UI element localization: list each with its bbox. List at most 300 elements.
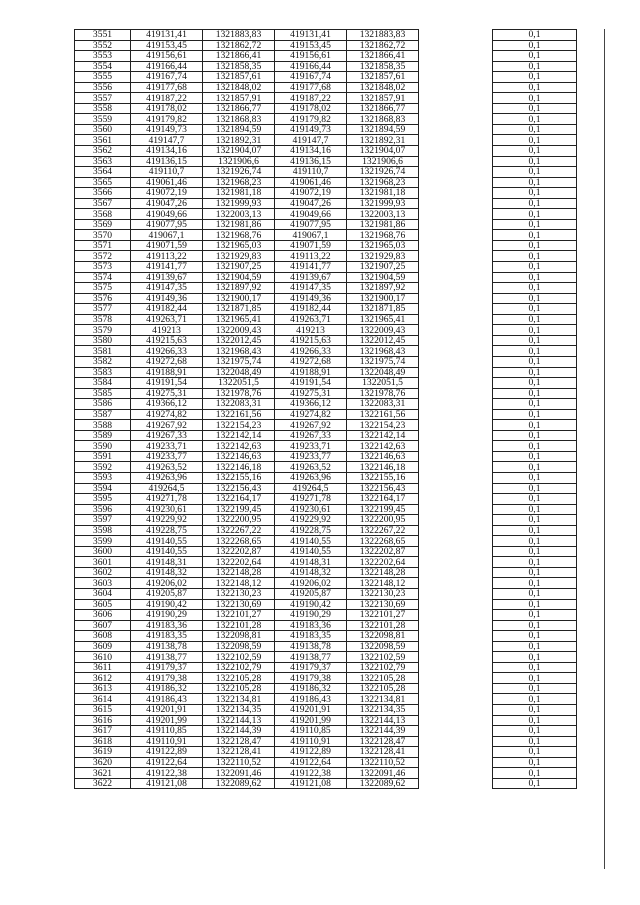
table-row bbox=[75, 588, 577, 599]
point-number-cell: 3602 bbox=[75, 567, 131, 578]
x-coordinate-2-cell: 419134,16 bbox=[275, 146, 347, 157]
y-coordinate-2-cell: 1321981,18 bbox=[347, 188, 419, 199]
x-coordinate-2-cell: 419229,92 bbox=[275, 515, 347, 526]
table-row bbox=[75, 40, 577, 51]
y-coordinate-2-cell: 1321857,91 bbox=[347, 93, 419, 104]
error-cell: 0,1 bbox=[493, 683, 577, 694]
y-coordinate-cell: 1322148,28 bbox=[203, 567, 275, 578]
y-coordinate-cell: 1321981,18 bbox=[203, 188, 275, 199]
x-coordinate-cell: 419049,66 bbox=[131, 209, 203, 220]
spacer-cell bbox=[419, 588, 493, 599]
y-coordinate-cell: 1321897,92 bbox=[203, 283, 275, 294]
error-cell: 0,1 bbox=[493, 599, 577, 610]
x-coordinate-cell: 419201,91 bbox=[131, 705, 203, 716]
y-coordinate-2-cell: 1322148,12 bbox=[347, 578, 419, 589]
spacer-cell bbox=[419, 768, 493, 779]
y-coordinate-2-cell: 1321866,77 bbox=[347, 103, 419, 114]
table-row bbox=[75, 283, 577, 294]
x-coordinate-2-cell: 419233,77 bbox=[275, 451, 347, 462]
point-number-cell: 3607 bbox=[75, 620, 131, 631]
error-cell: 0,1 bbox=[493, 156, 577, 167]
table-row bbox=[75, 567, 577, 578]
y-coordinate-cell: 1322110,52 bbox=[203, 757, 275, 768]
point-number-cell: 3612 bbox=[75, 673, 131, 684]
point-number-cell: 3551 bbox=[75, 30, 131, 41]
x-coordinate-cell: 419177,68 bbox=[131, 82, 203, 93]
x-coordinate-2-cell: 419267,33 bbox=[275, 430, 347, 441]
x-coordinate-2-cell: 419121,08 bbox=[275, 778, 347, 789]
coordinates-table bbox=[74, 29, 577, 789]
y-coordinate-2-cell: 1321907,25 bbox=[347, 262, 419, 273]
point-number-cell: 3553 bbox=[75, 51, 131, 62]
table-row bbox=[75, 557, 577, 568]
x-coordinate-2-cell: 419275,31 bbox=[275, 388, 347, 399]
x-coordinate-cell: 419077,95 bbox=[131, 219, 203, 230]
point-number-cell: 3581 bbox=[75, 346, 131, 357]
table-row bbox=[75, 430, 577, 441]
point-number-cell: 3574 bbox=[75, 272, 131, 283]
y-coordinate-cell: 1322267,22 bbox=[203, 525, 275, 536]
x-coordinate-cell: 419121,08 bbox=[131, 778, 203, 789]
point-number-cell: 3587 bbox=[75, 409, 131, 420]
table-row bbox=[75, 472, 577, 483]
x-coordinate-cell: 419213 bbox=[131, 325, 203, 336]
x-coordinate-2-cell: 419110,7 bbox=[275, 167, 347, 178]
y-coordinate-cell: 1322051,5 bbox=[203, 378, 275, 389]
x-coordinate-2-cell: 419183,35 bbox=[275, 631, 347, 642]
y-coordinate-cell: 1321894,59 bbox=[203, 124, 275, 135]
x-coordinate-2-cell: 419206,02 bbox=[275, 578, 347, 589]
x-coordinate-cell: 419179,37 bbox=[131, 662, 203, 673]
y-coordinate-2-cell: 1322128,41 bbox=[347, 747, 419, 758]
y-coordinate-2-cell: 1321968,43 bbox=[347, 346, 419, 357]
y-coordinate-2-cell: 1321929,83 bbox=[347, 251, 419, 262]
spacer-cell bbox=[419, 610, 493, 621]
y-coordinate-2-cell: 1321981,86 bbox=[347, 219, 419, 230]
y-coordinate-2-cell: 1321904,07 bbox=[347, 146, 419, 157]
x-coordinate-2-cell: 419140,55 bbox=[275, 546, 347, 557]
point-number-cell: 3598 bbox=[75, 525, 131, 536]
table-row bbox=[75, 314, 577, 325]
x-coordinate-2-cell: 419153,45 bbox=[275, 40, 347, 51]
point-number-cell: 3608 bbox=[75, 631, 131, 642]
y-coordinate-cell: 1321926,74 bbox=[203, 167, 275, 178]
x-coordinate-2-cell: 419263,52 bbox=[275, 462, 347, 473]
point-number-cell: 3592 bbox=[75, 462, 131, 473]
x-coordinate-cell: 419122,38 bbox=[131, 768, 203, 779]
x-coordinate-cell: 419215,63 bbox=[131, 335, 203, 346]
point-number-cell: 3568 bbox=[75, 209, 131, 220]
y-coordinate-2-cell: 1322098,81 bbox=[347, 631, 419, 642]
x-coordinate-2-cell: 419201,99 bbox=[275, 715, 347, 726]
point-number-cell: 3618 bbox=[75, 736, 131, 747]
error-cell: 0,1 bbox=[493, 641, 577, 652]
table-row bbox=[75, 409, 577, 420]
y-coordinate-cell: 1321968,76 bbox=[203, 230, 275, 241]
x-coordinate-2-cell: 419138,78 bbox=[275, 641, 347, 652]
y-coordinate-cell: 1321965,03 bbox=[203, 240, 275, 251]
error-cell: 0,1 bbox=[493, 631, 577, 642]
y-coordinate-cell: 1321857,91 bbox=[203, 93, 275, 104]
table-row bbox=[75, 483, 577, 494]
error-cell: 0,1 bbox=[493, 705, 577, 716]
x-coordinate-cell: 419122,89 bbox=[131, 747, 203, 758]
x-coordinate-cell: 419233,71 bbox=[131, 441, 203, 452]
error-cell: 0,1 bbox=[493, 314, 577, 325]
x-coordinate-2-cell: 419271,78 bbox=[275, 494, 347, 505]
x-coordinate-2-cell: 419122,89 bbox=[275, 747, 347, 758]
error-cell: 0,1 bbox=[493, 747, 577, 758]
y-coordinate-2-cell: 1321862,72 bbox=[347, 40, 419, 51]
y-coordinate-cell: 1322142,63 bbox=[203, 441, 275, 452]
table-row bbox=[75, 610, 577, 621]
x-coordinate-cell: 419233,77 bbox=[131, 451, 203, 462]
y-coordinate-cell: 1322202,64 bbox=[203, 557, 275, 568]
x-coordinate-cell: 419201,99 bbox=[131, 715, 203, 726]
table-row bbox=[75, 504, 577, 515]
error-cell: 0,1 bbox=[493, 504, 577, 515]
x-coordinate-cell: 419153,45 bbox=[131, 40, 203, 51]
y-coordinate-cell: 1321965,41 bbox=[203, 314, 275, 325]
x-coordinate-2-cell: 419049,66 bbox=[275, 209, 347, 220]
x-coordinate-2-cell: 419131,41 bbox=[275, 30, 347, 41]
error-cell: 0,1 bbox=[493, 694, 577, 705]
y-coordinate-cell: 1322199,45 bbox=[203, 504, 275, 515]
y-coordinate-cell: 1322128,47 bbox=[203, 736, 275, 747]
y-coordinate-2-cell: 1321900,17 bbox=[347, 293, 419, 304]
table-row bbox=[75, 620, 577, 631]
error-cell: 0,1 bbox=[493, 346, 577, 357]
y-coordinate-2-cell: 1321857,61 bbox=[347, 72, 419, 83]
x-coordinate-cell: 419178,02 bbox=[131, 103, 203, 114]
table-row bbox=[75, 262, 577, 273]
x-coordinate-2-cell: 419366,12 bbox=[275, 399, 347, 410]
x-coordinate-2-cell: 419072,19 bbox=[275, 188, 347, 199]
x-coordinate-cell: 419149,73 bbox=[131, 124, 203, 135]
x-coordinate-2-cell: 419178,02 bbox=[275, 103, 347, 114]
point-number-cell: 3579 bbox=[75, 325, 131, 336]
point-number-cell: 3616 bbox=[75, 715, 131, 726]
x-coordinate-2-cell: 419267,92 bbox=[275, 420, 347, 431]
point-number-cell: 3562 bbox=[75, 146, 131, 157]
spacer-cell bbox=[419, 325, 493, 336]
y-coordinate-cell: 1322098,59 bbox=[203, 641, 275, 652]
x-coordinate-cell: 419190,29 bbox=[131, 610, 203, 621]
point-number-cell: 3586 bbox=[75, 399, 131, 410]
spacer-cell bbox=[419, 167, 493, 178]
spacer-cell bbox=[419, 114, 493, 125]
x-coordinate-cell: 419267,92 bbox=[131, 420, 203, 431]
error-cell: 0,1 bbox=[493, 93, 577, 104]
point-number-cell: 3595 bbox=[75, 494, 131, 505]
x-coordinate-cell: 419263,71 bbox=[131, 314, 203, 325]
point-number-cell: 3577 bbox=[75, 304, 131, 315]
y-coordinate-cell: 1322105,28 bbox=[203, 673, 275, 684]
point-number-cell: 3620 bbox=[75, 757, 131, 768]
table-row bbox=[75, 662, 577, 673]
x-coordinate-cell: 419139,67 bbox=[131, 272, 203, 283]
spacer-cell bbox=[419, 620, 493, 631]
x-coordinate-cell: 419179,38 bbox=[131, 673, 203, 684]
spacer-cell bbox=[419, 504, 493, 515]
spacer-cell bbox=[419, 51, 493, 62]
y-coordinate-cell: 1321907,25 bbox=[203, 262, 275, 273]
y-coordinate-2-cell: 1322130,69 bbox=[347, 599, 419, 610]
error-cell: 0,1 bbox=[493, 378, 577, 389]
spacer-cell bbox=[419, 567, 493, 578]
error-cell: 0,1 bbox=[493, 525, 577, 536]
table-row bbox=[75, 167, 577, 178]
x-coordinate-cell: 419067,1 bbox=[131, 230, 203, 241]
spacer-cell bbox=[419, 409, 493, 420]
error-cell: 0,1 bbox=[493, 72, 577, 83]
x-coordinate-cell: 419147,35 bbox=[131, 283, 203, 294]
point-number-cell: 3556 bbox=[75, 82, 131, 93]
x-coordinate-cell: 419263,96 bbox=[131, 472, 203, 483]
error-cell: 0,1 bbox=[493, 430, 577, 441]
y-coordinate-cell: 1322144,13 bbox=[203, 715, 275, 726]
y-coordinate-cell: 1322164,17 bbox=[203, 494, 275, 505]
table-row bbox=[75, 747, 577, 758]
point-number-cell: 3566 bbox=[75, 188, 131, 199]
spacer-cell bbox=[419, 747, 493, 758]
spacer-cell bbox=[419, 705, 493, 716]
x-coordinate-cell: 419138,78 bbox=[131, 641, 203, 652]
x-coordinate-2-cell: 419205,87 bbox=[275, 588, 347, 599]
error-cell: 0,1 bbox=[493, 620, 577, 631]
y-coordinate-cell: 1321904,07 bbox=[203, 146, 275, 157]
y-coordinate-cell: 1321883,83 bbox=[203, 30, 275, 41]
y-coordinate-2-cell: 1322102,59 bbox=[347, 652, 419, 663]
spacer-cell bbox=[419, 262, 493, 273]
y-coordinate-2-cell: 1322012,45 bbox=[347, 335, 419, 346]
y-coordinate-2-cell: 1322101,28 bbox=[347, 620, 419, 631]
x-coordinate-2-cell: 419274,82 bbox=[275, 409, 347, 420]
table-row bbox=[75, 494, 577, 505]
spacer-cell bbox=[419, 462, 493, 473]
right-border-line bbox=[604, 29, 605, 869]
table-row bbox=[75, 135, 577, 146]
spacer-cell bbox=[419, 641, 493, 652]
y-coordinate-cell: 1321848,02 bbox=[203, 82, 275, 93]
error-cell: 0,1 bbox=[493, 441, 577, 452]
error-cell: 0,1 bbox=[493, 757, 577, 768]
x-coordinate-cell: 419228,75 bbox=[131, 525, 203, 536]
spacer-cell bbox=[419, 694, 493, 705]
x-coordinate-cell: 419267,33 bbox=[131, 430, 203, 441]
table-row bbox=[75, 124, 577, 135]
point-number-cell: 3599 bbox=[75, 536, 131, 547]
table-row bbox=[75, 93, 577, 104]
y-coordinate-2-cell: 1321868,83 bbox=[347, 114, 419, 125]
point-number-cell: 3571 bbox=[75, 240, 131, 251]
error-cell: 0,1 bbox=[493, 588, 577, 599]
y-coordinate-2-cell: 1321858,35 bbox=[347, 61, 419, 72]
spacer-cell bbox=[419, 388, 493, 399]
y-coordinate-cell: 1322142,14 bbox=[203, 430, 275, 441]
y-coordinate-cell: 1321968,43 bbox=[203, 346, 275, 357]
y-coordinate-cell: 1322134,35 bbox=[203, 705, 275, 716]
x-coordinate-2-cell: 419213 bbox=[275, 325, 347, 336]
point-number-cell: 3615 bbox=[75, 705, 131, 716]
spacer-cell bbox=[419, 483, 493, 494]
y-coordinate-2-cell: 1322101,27 bbox=[347, 610, 419, 621]
table-row bbox=[75, 304, 577, 315]
y-coordinate-2-cell: 1322202,64 bbox=[347, 557, 419, 568]
y-coordinate-cell: 1322268,65 bbox=[203, 536, 275, 547]
x-coordinate-2-cell: 419141,77 bbox=[275, 262, 347, 273]
error-cell: 0,1 bbox=[493, 251, 577, 262]
x-coordinate-2-cell: 419166,44 bbox=[275, 61, 347, 72]
y-coordinate-2-cell: 1321968,23 bbox=[347, 177, 419, 188]
point-number-cell: 3576 bbox=[75, 293, 131, 304]
y-coordinate-2-cell: 1322130,23 bbox=[347, 588, 419, 599]
table-row bbox=[75, 156, 577, 167]
table-row bbox=[75, 399, 577, 410]
y-coordinate-cell: 1322009,43 bbox=[203, 325, 275, 336]
y-coordinate-2-cell: 1322134,81 bbox=[347, 694, 419, 705]
x-coordinate-2-cell: 419147,7 bbox=[275, 135, 347, 146]
table-row bbox=[75, 631, 577, 642]
y-coordinate-2-cell: 1322051,5 bbox=[347, 378, 419, 389]
spacer-cell bbox=[419, 356, 493, 367]
y-coordinate-2-cell: 1322102,79 bbox=[347, 662, 419, 673]
spacer-cell bbox=[419, 346, 493, 357]
x-coordinate-2-cell: 419122,64 bbox=[275, 757, 347, 768]
x-coordinate-cell: 419182,44 bbox=[131, 304, 203, 315]
spacer-cell bbox=[419, 662, 493, 673]
spacer-cell bbox=[419, 251, 493, 262]
y-coordinate-cell: 1322146,63 bbox=[203, 451, 275, 462]
y-coordinate-2-cell: 1322202,87 bbox=[347, 546, 419, 557]
point-number-cell: 3611 bbox=[75, 662, 131, 673]
spacer-cell bbox=[419, 230, 493, 241]
x-coordinate-2-cell: 419139,67 bbox=[275, 272, 347, 283]
table-row bbox=[75, 641, 577, 652]
point-number-cell: 3609 bbox=[75, 641, 131, 652]
x-coordinate-2-cell: 419067,1 bbox=[275, 230, 347, 241]
table-row bbox=[75, 694, 577, 705]
y-coordinate-cell: 1322154,23 bbox=[203, 420, 275, 431]
spacer-cell bbox=[419, 578, 493, 589]
point-number-cell: 3622 bbox=[75, 778, 131, 789]
point-number-cell: 3570 bbox=[75, 230, 131, 241]
x-coordinate-2-cell: 419136,15 bbox=[275, 156, 347, 167]
spacer-cell bbox=[419, 103, 493, 114]
y-coordinate-cell: 1321858,35 bbox=[203, 61, 275, 72]
error-cell: 0,1 bbox=[493, 557, 577, 568]
y-coordinate-2-cell: 1322200,95 bbox=[347, 515, 419, 526]
spacer-cell bbox=[419, 726, 493, 737]
table-row bbox=[75, 114, 577, 125]
spacer-cell bbox=[419, 557, 493, 568]
x-coordinate-2-cell: 419110,91 bbox=[275, 736, 347, 747]
x-coordinate-cell: 419110,85 bbox=[131, 726, 203, 737]
coordinates-table-body bbox=[75, 30, 577, 789]
x-coordinate-2-cell: 419179,37 bbox=[275, 662, 347, 673]
x-coordinate-2-cell: 419138,77 bbox=[275, 652, 347, 663]
error-cell: 0,1 bbox=[493, 198, 577, 209]
x-coordinate-2-cell: 419230,61 bbox=[275, 504, 347, 515]
y-coordinate-2-cell: 1321975,74 bbox=[347, 356, 419, 367]
table-row bbox=[75, 515, 577, 526]
y-coordinate-2-cell: 1322148,28 bbox=[347, 567, 419, 578]
table-row bbox=[75, 757, 577, 768]
x-coordinate-cell: 419149,36 bbox=[131, 293, 203, 304]
y-coordinate-cell: 1321929,83 bbox=[203, 251, 275, 262]
y-coordinate-cell: 1322128,41 bbox=[203, 747, 275, 758]
x-coordinate-2-cell: 419113,22 bbox=[275, 251, 347, 262]
y-coordinate-cell: 1322134,81 bbox=[203, 694, 275, 705]
x-coordinate-cell: 419138,77 bbox=[131, 652, 203, 663]
y-coordinate-2-cell: 1322164,17 bbox=[347, 494, 419, 505]
x-coordinate-2-cell: 419188,91 bbox=[275, 367, 347, 378]
error-cell: 0,1 bbox=[493, 652, 577, 663]
x-coordinate-cell: 419275,31 bbox=[131, 388, 203, 399]
y-coordinate-2-cell: 1321965,41 bbox=[347, 314, 419, 325]
error-cell: 0,1 bbox=[493, 325, 577, 336]
point-number-cell: 3591 bbox=[75, 451, 131, 462]
error-cell: 0,1 bbox=[493, 135, 577, 146]
point-number-cell: 3559 bbox=[75, 114, 131, 125]
x-coordinate-2-cell: 419147,35 bbox=[275, 283, 347, 294]
error-cell: 0,1 bbox=[493, 673, 577, 684]
point-number-cell: 3580 bbox=[75, 335, 131, 346]
spacer-cell bbox=[419, 652, 493, 663]
x-coordinate-cell: 419148,31 bbox=[131, 557, 203, 568]
table-row bbox=[75, 103, 577, 114]
error-cell: 0,1 bbox=[493, 726, 577, 737]
error-cell: 0,1 bbox=[493, 536, 577, 547]
table-row bbox=[75, 599, 577, 610]
error-cell: 0,1 bbox=[493, 61, 577, 72]
error-cell: 0,1 bbox=[493, 82, 577, 93]
x-coordinate-cell: 419264,5 bbox=[131, 483, 203, 494]
x-coordinate-cell: 419190,42 bbox=[131, 599, 203, 610]
error-cell: 0,1 bbox=[493, 483, 577, 494]
y-coordinate-cell: 1321981,86 bbox=[203, 219, 275, 230]
point-number-cell: 3606 bbox=[75, 610, 131, 621]
point-number-cell: 3575 bbox=[75, 283, 131, 294]
spacer-cell bbox=[419, 146, 493, 157]
y-coordinate-cell: 1322089,62 bbox=[203, 778, 275, 789]
y-coordinate-cell: 1321906,6 bbox=[203, 156, 275, 167]
error-cell: 0,1 bbox=[493, 515, 577, 526]
x-coordinate-2-cell: 419182,44 bbox=[275, 304, 347, 315]
x-coordinate-cell: 419131,41 bbox=[131, 30, 203, 41]
y-coordinate-2-cell: 1322267,22 bbox=[347, 525, 419, 536]
error-cell: 0,1 bbox=[493, 546, 577, 557]
point-number-cell: 3588 bbox=[75, 420, 131, 431]
y-coordinate-2-cell: 1321883,83 bbox=[347, 30, 419, 41]
error-cell: 0,1 bbox=[493, 736, 577, 747]
spacer-cell bbox=[419, 124, 493, 135]
table-row bbox=[75, 30, 577, 41]
x-coordinate-cell: 419179,82 bbox=[131, 114, 203, 125]
y-coordinate-cell: 1322098,81 bbox=[203, 631, 275, 642]
x-coordinate-2-cell: 419266,33 bbox=[275, 346, 347, 357]
x-coordinate-2-cell: 419179,82 bbox=[275, 114, 347, 125]
error-cell: 0,1 bbox=[493, 409, 577, 420]
error-cell: 0,1 bbox=[493, 367, 577, 378]
x-coordinate-cell: 419274,82 bbox=[131, 409, 203, 420]
table-row bbox=[75, 356, 577, 367]
y-coordinate-2-cell: 1322199,45 bbox=[347, 504, 419, 515]
y-coordinate-2-cell: 1321926,74 bbox=[347, 167, 419, 178]
table-row bbox=[75, 388, 577, 399]
x-coordinate-cell: 419230,61 bbox=[131, 504, 203, 515]
spacer-cell bbox=[419, 399, 493, 410]
